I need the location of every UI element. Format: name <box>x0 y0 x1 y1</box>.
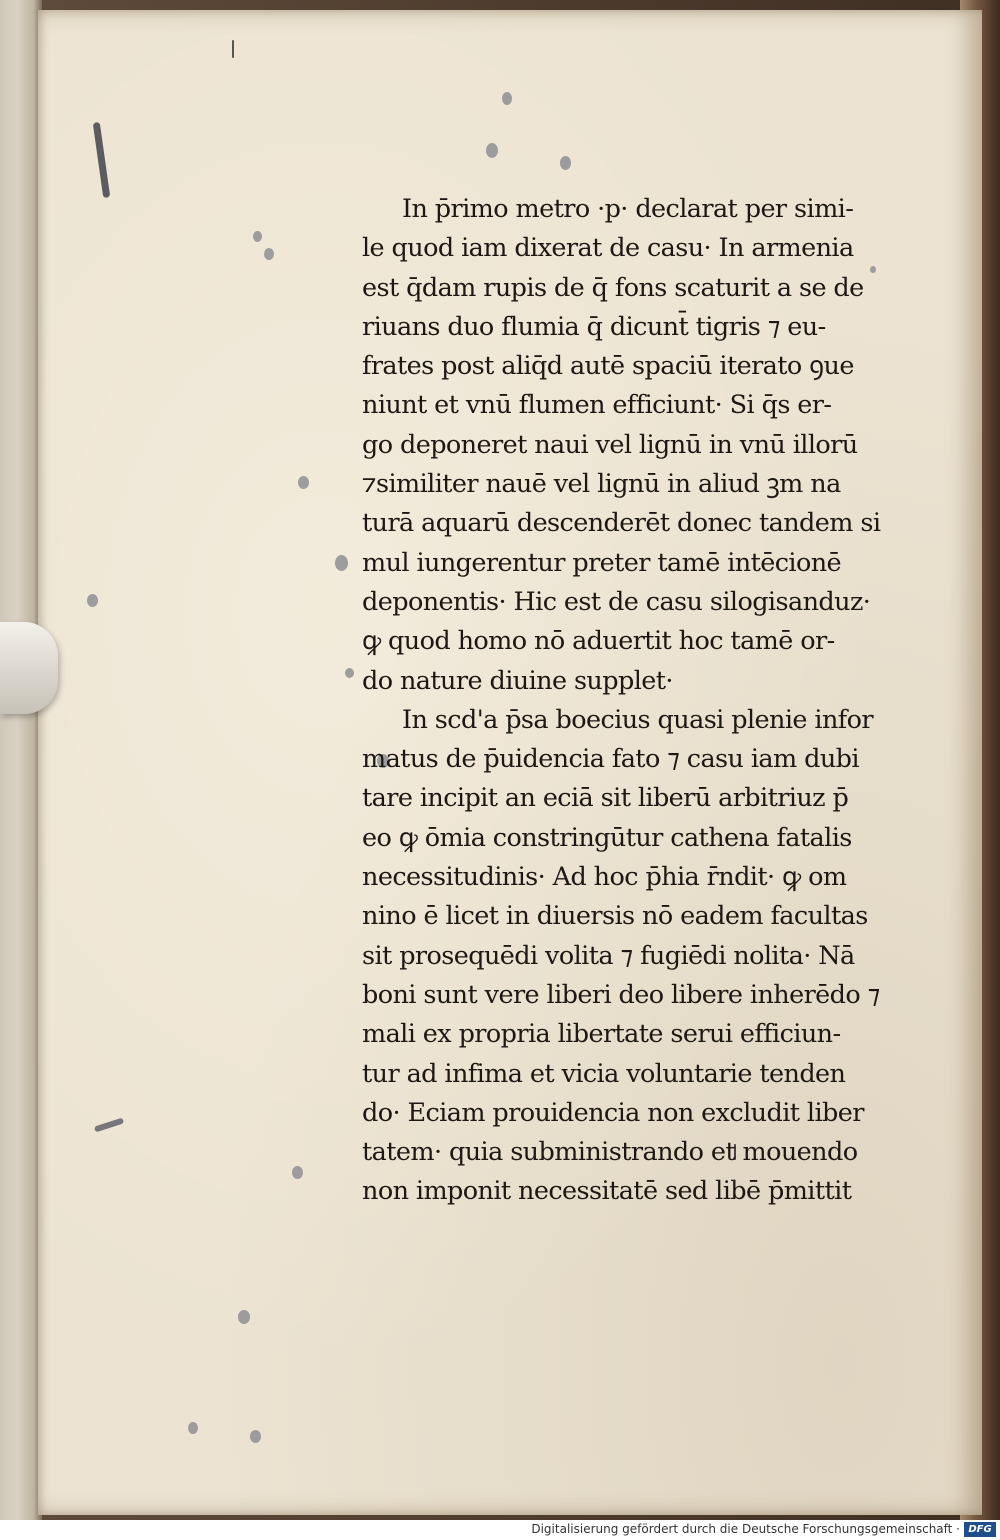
stain-spot <box>188 1422 198 1434</box>
text-line: In p̄rimo metro ·p· declarat per simi- <box>402 194 854 224</box>
text-line: tatem· quia subministrando et mouendo <box>362 1137 858 1168</box>
text-line: In scd'a p̄sa boecius quasi plenie infor <box>402 704 873 735</box>
text-line: ⁊similiter nauē vel lignū in aliud ꝫm na <box>362 469 841 500</box>
page-clip <box>0 622 58 714</box>
stain-spot <box>335 555 348 571</box>
text-line: tur ad infima et vicia voluntarie tenden <box>362 1058 846 1089</box>
text-line: tare incipit an eciā sit liberū arbitriuz p̄ <box>362 783 849 814</box>
digitization-credit: Digitalisierung gefördert durch die Deutsche Forschungsgemeinschaft · <box>531 1522 960 1536</box>
text-line: turā aquarū descenderēt donec tandem si <box>362 508 881 539</box>
text-line: boni sunt vere liberi deo libere inherēdo ⁊ <box>362 979 880 1010</box>
stain-spot <box>292 1166 303 1179</box>
stain-spot <box>253 231 262 242</box>
ink-mark <box>94 1118 124 1133</box>
text-line: ꝙ quod homo nō aduertit hoc tamē or- <box>362 626 835 657</box>
left-page-edge <box>0 0 42 1520</box>
text-line: mul iungerentur preter tamē intēcionē <box>362 547 842 578</box>
stain-spot <box>502 92 512 105</box>
text-line: do· Eciam prouidencia non excludit liber <box>362 1097 864 1128</box>
text-line: necessitudinis· Ad hoc p̄hia r̄ndit· ꝙ om <box>362 862 847 893</box>
stain-spot <box>264 248 274 260</box>
stain-spot <box>345 668 354 678</box>
footer-bar <box>0 1520 1000 1540</box>
text-line: eo ꝙ ōmia constringūtur cathena fatalis <box>362 822 852 853</box>
text-line: frates post aliq̄d autē spaciū iterato ꝯue <box>362 351 854 382</box>
text-line: go deponeret naui vel lignū in vnū illorū <box>362 429 858 460</box>
stain-spot <box>298 476 309 489</box>
text-line: sit prosequēdi volita ⁊ fugiēdi nolita· Nā <box>362 940 855 971</box>
main-text-column <box>362 190 882 1212</box>
text-line: deponentis· Hic est de casu silogisanduz· <box>362 586 871 617</box>
stain-spot <box>238 1310 250 1324</box>
ink-mark <box>232 40 234 58</box>
text-line: niunt et vnū flumen efficiunt· Si q̄s er- <box>362 390 832 421</box>
text-line: non imponit necessitatē sed libē p̄mittit <box>362 1176 852 1207</box>
stain-spot <box>486 143 498 158</box>
stain-spot <box>250 1430 261 1443</box>
text-line: nino ē licet in diuersis nō eadem facultas <box>362 901 868 932</box>
ink-mark <box>93 122 111 198</box>
text-line: matus de p̄uidencia fato ⁊ casu iam dubi <box>362 744 859 775</box>
stain-spot <box>560 156 571 170</box>
dfg-logo: DFG <box>964 1522 996 1537</box>
stain-spot <box>87 594 98 607</box>
text-line: est q̄dam rupis de q̄ fons scaturit a se de <box>362 272 864 303</box>
text-line: le quod iam dixerat de casu· In armenia <box>362 233 854 264</box>
text-line: do nature diuine supplet· <box>362 665 673 696</box>
text-line: riuans duo flumia q̄ dicunt̄ tigris ⁊ eu- <box>362 311 826 342</box>
text-line: mali ex propria libertate serui efficiun- <box>362 1019 841 1050</box>
